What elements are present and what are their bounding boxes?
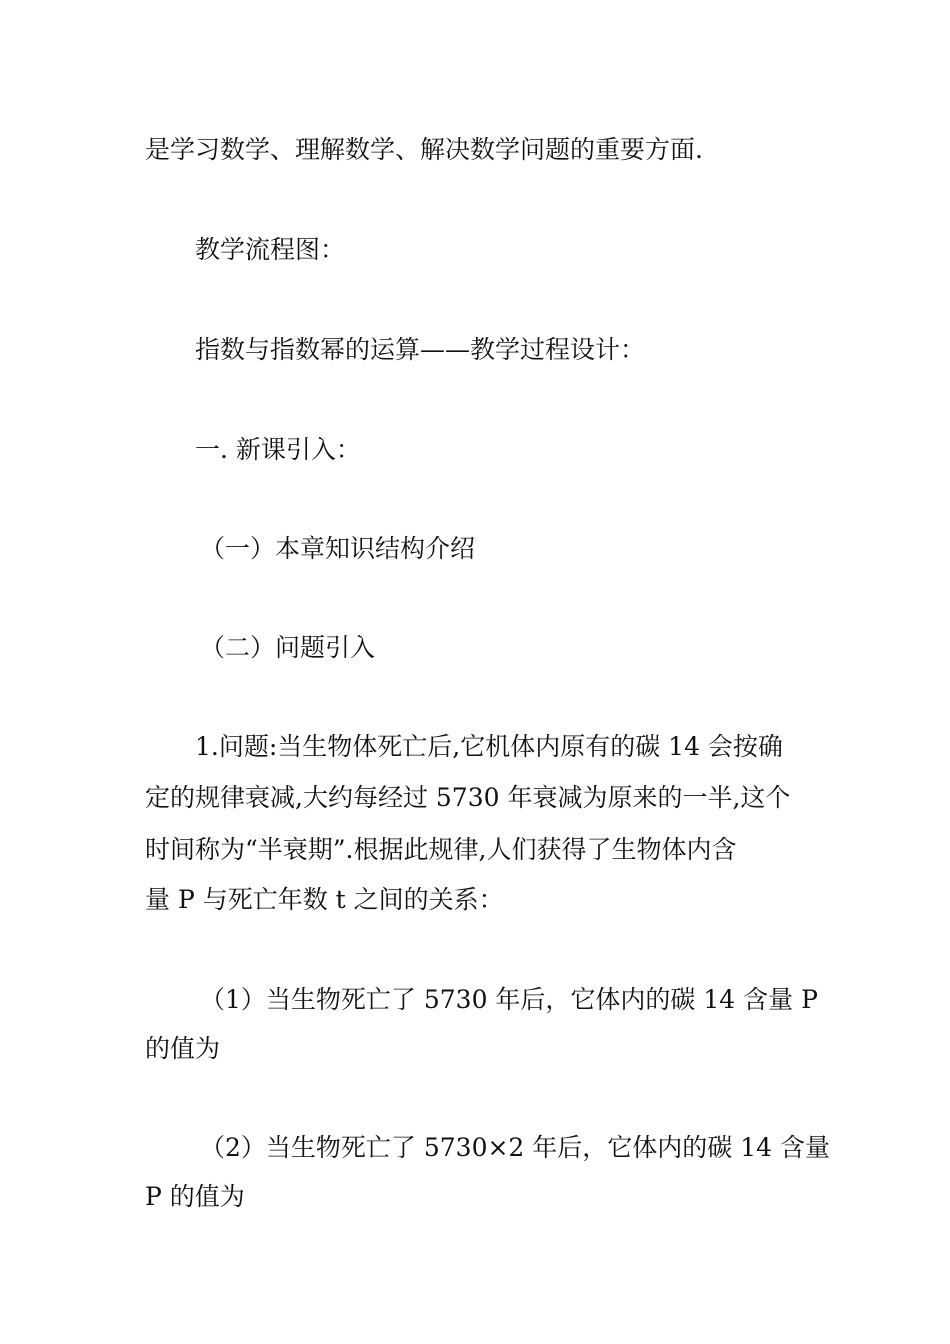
question-2-line-2: P 的值为: [145, 1182, 245, 1211]
section-heading-intro: 一. 新课引入：: [195, 435, 361, 464]
question-1-line-2: 的值为: [145, 1034, 221, 1063]
paragraph-text: 是学习数学、理解数学、解决数学问题的重要方面.: [145, 135, 703, 164]
problem-line-3: 时间称为“半衰期”.根据此规律,人们获得了生物体内含: [145, 835, 737, 864]
heading-lesson-design: 指数与指数幂的运算——教学过程设计：: [195, 335, 646, 364]
question-2-line-1: （2）当生物死亡了 5730×2 年后，它体内的碳 14 含量: [200, 1133, 830, 1162]
problem-line-2: 定的规律衰减,大约每经过 5730 年衰减为原来的一半,这个: [145, 783, 791, 812]
question-1-line-1: （1）当生物死亡了 5730 年后，它体内的碳 14 含量 P: [200, 985, 818, 1014]
problem-line-1: 1.问题:当生物体死亡后,它机体内原有的碳 14 会按确: [195, 732, 783, 761]
subsection-heading-2: （二）问题引入: [200, 633, 376, 662]
problem-line-4: 量 P 与死亡年数 t 之间的关系：: [145, 885, 504, 914]
subsection-heading-1: （一）本章知识结构介绍: [200, 534, 476, 563]
heading-teaching-flowchart: 教学流程图：: [195, 235, 346, 264]
